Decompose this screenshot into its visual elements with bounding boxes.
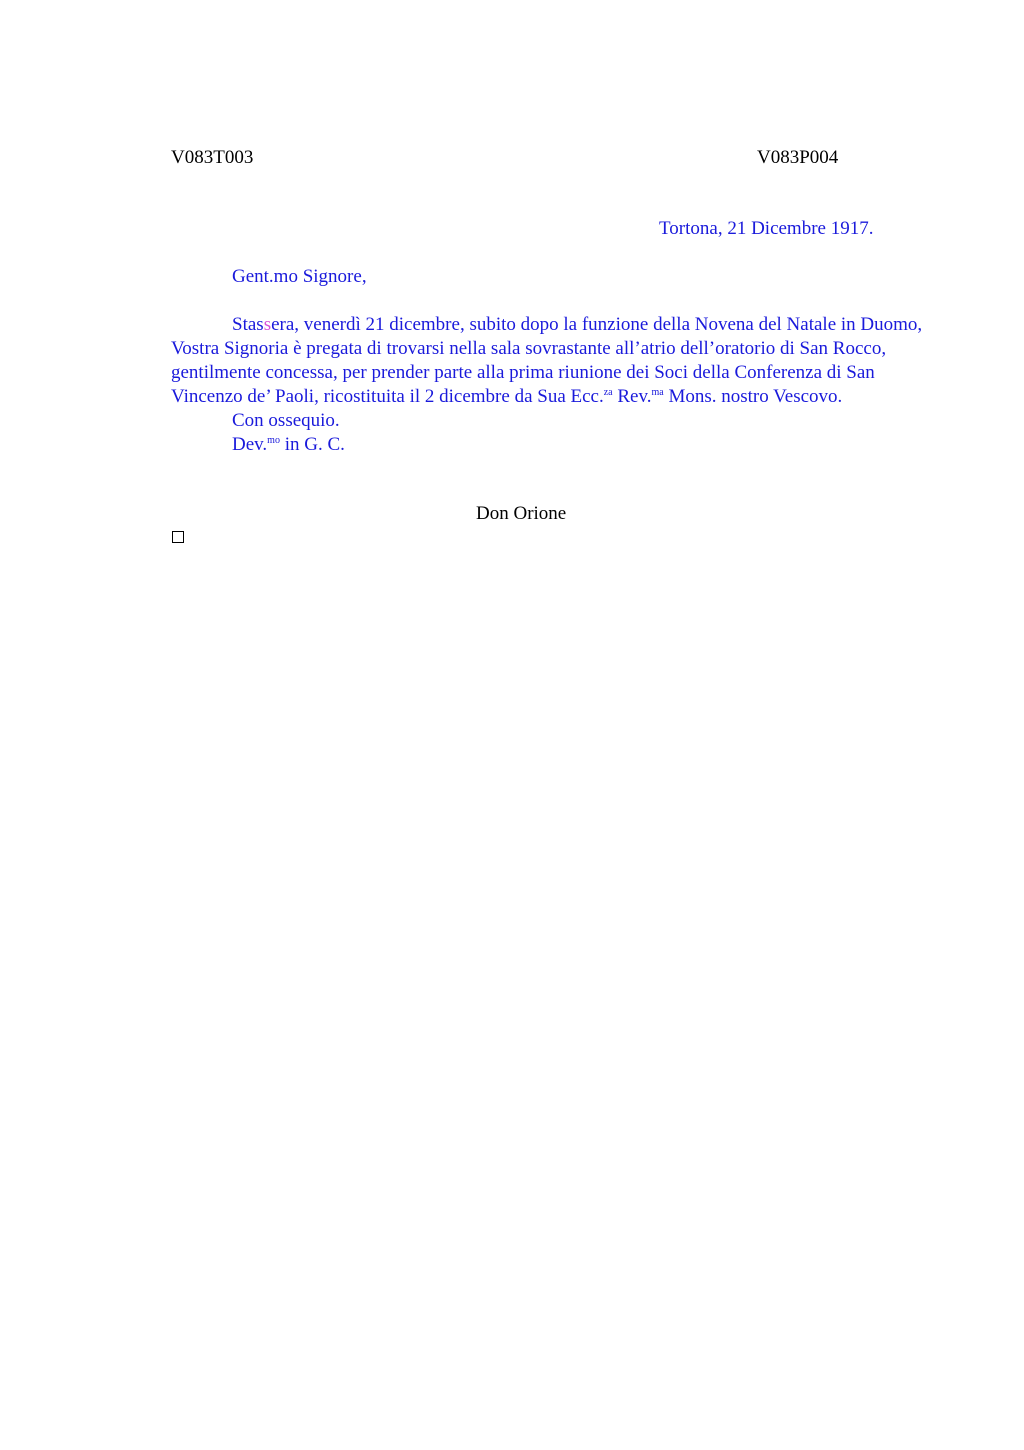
superscript-mo: mo <box>267 435 280 446</box>
body-text-rev: Rev. <box>612 386 652 407</box>
body-text-end: Mons. nostro Vescovo. <box>663 386 843 407</box>
letter-salutation: Gent.mo Signore, <box>232 266 367 287</box>
devoto-text: Dev. <box>232 434 268 455</box>
body-text-start: Stas <box>232 314 264 335</box>
letter-devoto <box>171 433 941 457</box>
letter-date: Tortona, 21 Dicembre 1917. <box>659 218 874 239</box>
highlighted-letter: s <box>263 314 272 335</box>
letter-closing: Con ossequio. <box>232 410 340 431</box>
body-paragraph <box>171 313 941 409</box>
document-code-right: V083P004 <box>757 147 839 168</box>
letter-signature: Don Orione <box>476 503 567 524</box>
superscript-ma: ma <box>651 387 664 398</box>
document-code-left: V083T003 <box>171 147 254 168</box>
superscript-za: za <box>603 387 613 398</box>
checkbox-square-icon <box>172 531 184 543</box>
body-text-main: era, venerdì 21 dicembre, subito dopo la funzione della Novena del Natale in Duomo, Vostra Signoria è pregata di trovarsi nella sala sovrastante all’atrio dell’oratorio di San Rocco, gentilmente concessa, per prender parte alla prima riunione dei Soci della Conferenza di San Vincenzo de’ Paoli, ricostituita il 2 dicembre da Sua Ecc. <box>171 314 923 407</box>
devoto-rest: in G. C. <box>279 434 345 455</box>
letter-body <box>171 313 941 457</box>
